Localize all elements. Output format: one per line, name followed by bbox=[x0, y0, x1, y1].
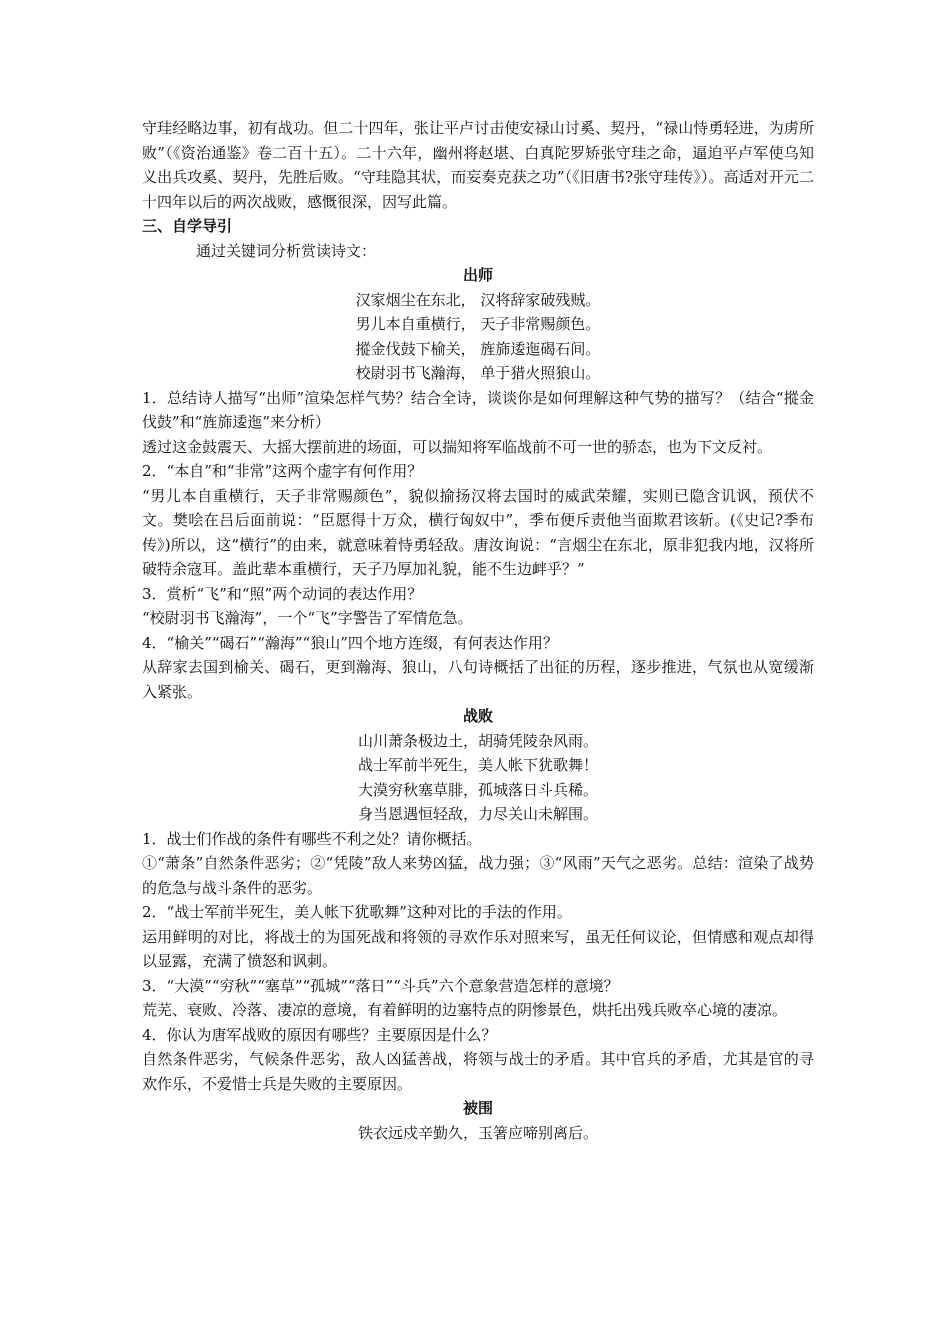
answer: 透过这金鼓震天、大摇大摆前进的场面，可以揣知将军临战前不可一世的骄态，也为下文反衬。 bbox=[142, 437, 773, 456]
document-page bbox=[142, 116, 814, 1145]
part-title-beiwei: 被围 bbox=[462, 1099, 493, 1117]
question: 4．“榆关”“碣石”“瀚海”“狼山”四个地方连缀，有何表达作用？ bbox=[142, 633, 558, 652]
answer: 从辞家去国到榆关、碣石，更到瀚海、狼山，八句诗概括了出征的历程，逐步推进，气氛也从宽缓渐入紧张。 bbox=[142, 658, 814, 701]
part-title-chushi: 出师 bbox=[462, 266, 493, 284]
verse-line: 铁衣远戍辛勤久，玉箸应啼别离后。 bbox=[357, 1123, 598, 1142]
verse-line: 汉家烟尘在东北， 汉将辞家破残贼。 bbox=[355, 290, 601, 309]
question: 2．“本自”和“非常”这两个虚字有何作用？ bbox=[142, 462, 423, 480]
verse-line: 身当恩遇恒轻敌，力尽关山未解围。 bbox=[357, 805, 598, 823]
answer: 运用鲜明的对比，将战士的为国死战和将领的寻欢作乐对照来写，虽无任何议论，但情感和观点却得以显露，充满了愤怒和讽刺。 bbox=[142, 927, 814, 970]
answer: 自然条件恶劣，气候条件恶劣，敌人凶猛善战，将领与战士的矛盾。其中官兵的矛盾，尤其是官的寻欢作乐，不爱惜士兵是失败的主要原因。 bbox=[142, 1050, 814, 1093]
verse-line: 大漠穷秋塞草腓，孤城落日斗兵稀。 bbox=[357, 780, 598, 799]
section-heading: 三、自学导引 bbox=[142, 217, 233, 235]
question: 2．“战士军前半死生，美人帐下犹歌舞”这种对比的手法的作用。 bbox=[142, 903, 572, 921]
question: 3．“大漠”“穷秋”“塞草”“孤城”“落日”“斗兵”六个意象营造怎样的意境？ bbox=[142, 976, 619, 995]
answer: “男儿本自重横行，天子非常赐颜色”，貌似揄扬汉将去国时的威武荣耀，实则已隐含讥讽，预伏不文。樊哙在吕后面前说：“臣愿得十万众，横行匈奴中”，季布便斥责他当面欺君该斩。(《史记?季布传》)所以，这“横行”的由来，就意味着恃勇轻敌。唐汝询说：“言烟尘在东北，原非犯我内地，汉将所破特余寇耳。盖此辈本重横行，天子乃厚加礼貌，能不生边衅乎？” bbox=[142, 486, 814, 578]
verse-line: 摐金伐鼓下榆关， 旌旆逶迤碣石间。 bbox=[355, 339, 601, 358]
section-intro: 通过关键词分析赏读诗文： bbox=[196, 241, 377, 260]
question: 1．总结诗人描写“出师”渲染怎样气势？结合全诗，谈谈你是如何理解这种气势的描写？（结合“摐金伐鼓”和“旌旆逶迤”来分析） bbox=[142, 388, 814, 431]
question: 4．你认为唐军战败的原因有哪些？主要原因是什么？ bbox=[142, 1025, 497, 1044]
question: 1．战士们作战的条件有哪些不利之处？请你概括。 bbox=[142, 829, 482, 848]
question: 3．赏析“飞”和“照”两个动词的表达作用？ bbox=[142, 584, 423, 603]
intro-paragraph: 守珪经略边事，初有战功。但二十四年，张让平卢讨击使安禄山讨奚、契丹，“禄山恃勇轻进，为虏所败”（《资治通鉴》卷二百十五）。二十六年，幽州将赵堪、白真陀罗矫张守珪之命，逼迫平卢军使乌知义出兵攻奚、契丹，先胜后败。“守珪隐其状，而妄奏克获之功”（《旧唐书?张守珪传》）。高适对开元二十四年以后的两次战败，感慨很深，因写此篇。 bbox=[142, 119, 814, 211]
verse-line: 山川萧条极边土，胡骑凭陵杂风雨。 bbox=[357, 731, 598, 750]
verse-line: 校尉羽书飞瀚海， 单于猎火照狼山。 bbox=[355, 364, 601, 382]
part-title-zhanbai: 战败 bbox=[462, 707, 493, 725]
answer: 荒芜、衰败、冷落、凄凉的意境，有着鲜明的边塞特点的阴惨景色，烘托出残兵败卒心境的凄凉。 bbox=[142, 1001, 788, 1019]
verse-line: 男儿本自重横行， 天子非常赐颜色。 bbox=[355, 315, 601, 333]
verse-line: 战士军前半死生，美人帐下犹歌舞！ bbox=[357, 756, 598, 774]
answer: “校尉羽书飞瀚海”，一个“飞”字警告了军情危急。 bbox=[142, 609, 473, 627]
answer: ①“萧条”自然条件恶劣；②“凭陵”敌人来势凶猛，战力强；③“风雨”天气之恶劣。总结：渲染了战势的危急与战斗条件的恶劣。 bbox=[142, 854, 814, 897]
